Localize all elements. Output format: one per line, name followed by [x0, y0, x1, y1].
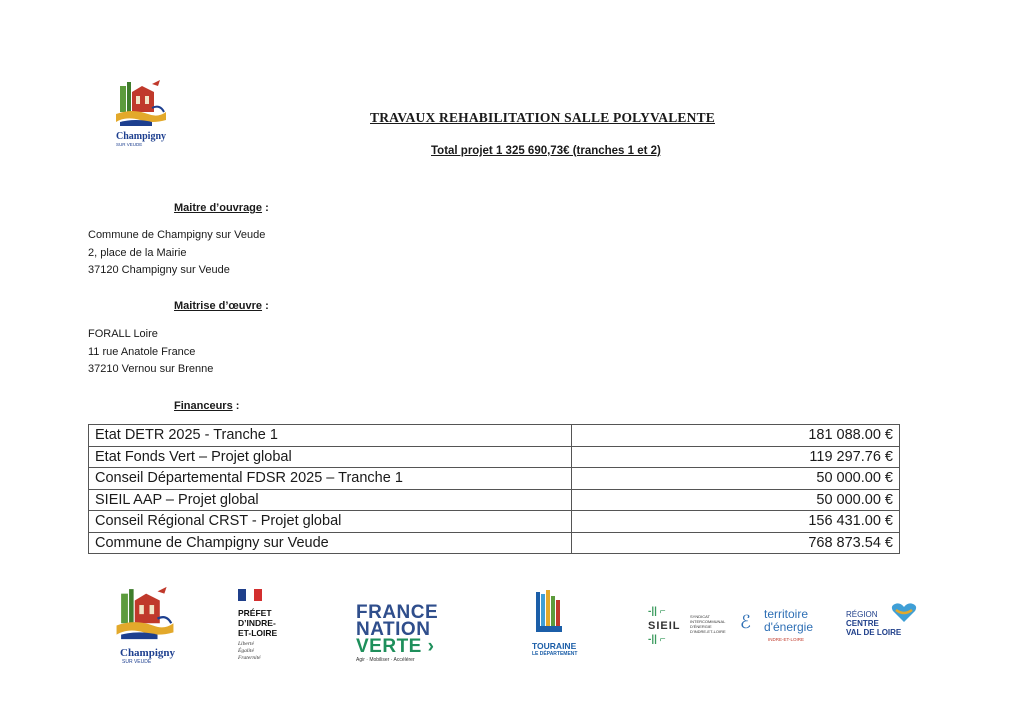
fnv-tagline: Agir · Mobiliser · Accélérer	[356, 657, 415, 663]
financeur-label: SIEIL AAP – Projet global	[89, 489, 572, 511]
financeur-amount: 156 431.00 €	[572, 511, 900, 533]
financeur-label: Etat Fonds Vert – Projet global	[89, 446, 572, 468]
champigny-logo-top	[112, 78, 170, 147]
fnv-line-verte: VERTE ›	[356, 636, 435, 657]
france-nation-verte-logo	[356, 604, 448, 663]
champigny-logo-name: Champigny	[115, 131, 166, 142]
financeur-label: Conseil Départemental FDSR 2025 – Tranche 1	[89, 468, 572, 490]
prefet-line: PRÉFET	[238, 608, 272, 618]
project-total: Total projet 1 325 690,73€ (tranches 1 et 2)	[431, 145, 661, 157]
financeur-amount: 181 088.00 €	[572, 425, 900, 447]
prefet-line: ET-LOIRE	[238, 628, 278, 638]
champigny-logo-name: Champigny	[120, 647, 176, 659]
region-line: RÉGION	[846, 610, 878, 619]
address-line: 37120 Champigny sur Veude	[88, 264, 230, 276]
region-heart-icon	[890, 602, 918, 624]
address-line: Commune de Champigny sur Veude	[88, 229, 266, 241]
sieil-mark-bottom-icon: -|| ⌐	[648, 634, 666, 645]
maitre-ouvrage-heading: Maitre d’ouvrage :	[174, 202, 269, 214]
sieil-desc: INTERCOMMUNAL	[690, 619, 726, 624]
maitre-ouvrage-address	[88, 227, 265, 280]
champigny-logo-sub: SUR VEUDE	[116, 142, 143, 147]
champigny-emblem-icon	[112, 78, 170, 128]
chevron-right-icon: ›	[421, 636, 435, 657]
territoire-sub: INDRE-ET-LOIRE	[768, 637, 805, 642]
champigny-emblem-icon	[112, 582, 178, 644]
address-line: 2, place de la Mairie	[88, 246, 187, 259]
table-row	[89, 425, 900, 447]
financeurs-table	[88, 424, 900, 554]
maitrise-oeuvre-address	[88, 326, 213, 379]
financeurs-heading: Financeurs :	[174, 400, 240, 412]
financeur-amount: 50 000.00 €	[572, 489, 900, 511]
maitrise-oeuvre-heading: Maitrise d’œuvre :	[174, 300, 269, 312]
fnv-line: NATION	[356, 619, 431, 640]
table-row	[89, 532, 900, 554]
touraine-sub: LE DÉPARTEMENT	[532, 651, 578, 657]
prefet-line: D’INDRE-	[238, 618, 276, 628]
financeur-label: Conseil Régional CRST - Projet global	[89, 511, 572, 533]
region-logo	[846, 602, 922, 637]
address-line: FORALL Loire	[88, 328, 158, 340]
table-row	[89, 489, 900, 511]
motto-line: Égalité	[238, 648, 254, 654]
motto-line: Liberté	[238, 641, 254, 647]
sieil-logo	[648, 606, 738, 650]
address-line: 11 rue Anatole France	[88, 345, 196, 358]
sieil-name: SIEIL	[648, 620, 681, 632]
page-title: TRAVAUX REHABILITATION SALLE POLYVALENTE	[370, 110, 715, 125]
financeur-label: Etat DETR 2025 - Tranche 1	[89, 425, 572, 447]
touraine-name: TOURAINE	[532, 641, 577, 651]
touraine-logo	[532, 590, 582, 657]
table-row	[89, 468, 900, 490]
table-row	[89, 511, 900, 533]
prefet-logo	[238, 588, 298, 662]
champigny-logo-footer	[112, 582, 178, 664]
region-line: VAL DE LOIRE	[846, 628, 902, 637]
sieil-mark-icon: -|| ⌐	[648, 606, 666, 617]
fnv-line: FRANCE	[356, 602, 439, 623]
marianne-flag-icon	[238, 589, 262, 601]
energy-swirl-icon: ℰ	[740, 612, 751, 632]
financeur-label: Commune de Champigny sur Veude	[89, 532, 572, 554]
territoire-energie-logo	[740, 608, 824, 642]
touraine-emblem-icon	[534, 590, 564, 634]
table-row	[89, 446, 900, 468]
sieil-desc: D'ÉNERGIE	[690, 624, 712, 629]
sieil-desc: D'INDRE-ET-LOIRE	[690, 629, 726, 634]
champigny-logo-sub: SUR VEUDE	[122, 659, 152, 665]
territoire-line: d'énergie	[764, 620, 813, 634]
address-line: 37210 Vernou sur Brenne	[88, 363, 214, 375]
financeur-amount: 50 000.00 €	[572, 468, 900, 490]
financeur-amount: 119 297.76 €	[572, 446, 900, 468]
territoire-line: territoire	[764, 607, 809, 621]
sieil-desc: SYNDICAT	[690, 614, 710, 619]
motto-line: Fraternité	[238, 655, 261, 661]
region-line: CENTRE	[846, 619, 879, 628]
financeur-amount: 768 873.54 €	[572, 532, 900, 554]
